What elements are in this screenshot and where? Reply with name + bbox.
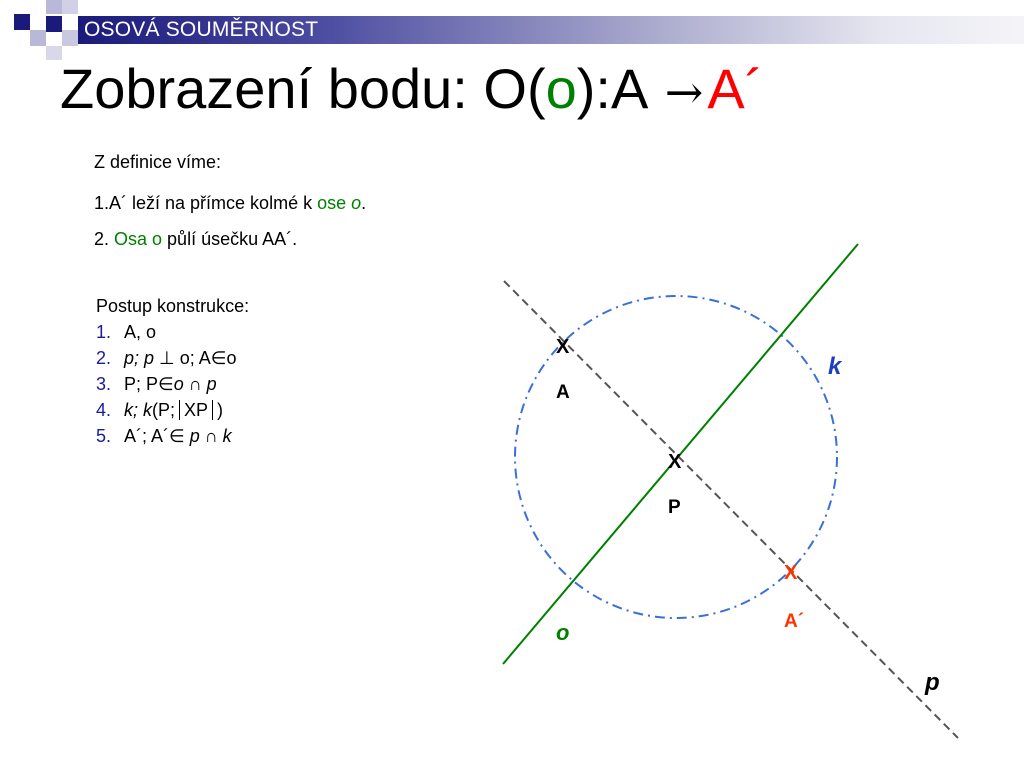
arrow-icon: → xyxy=(664,65,704,119)
perpendicular-symbol: ⊥ xyxy=(159,348,175,368)
definition-line-1-text: 1.A´ leží na přímce kolmé k xyxy=(94,193,318,213)
step-number: 1. xyxy=(96,322,112,342)
step-text: A´; A´∈ xyxy=(124,426,190,446)
definition-line-1-green: ose xyxy=(317,193,352,213)
definition-line-2-num: 2. xyxy=(94,229,115,249)
step-text: A, o xyxy=(124,322,157,342)
intersection-symbol: ∩ xyxy=(183,374,207,394)
point-p-label: P xyxy=(668,497,681,518)
point-a-prime-label: A´ xyxy=(784,611,805,632)
step-number: 2. xyxy=(96,348,112,368)
definition-line-2-green: Osa o xyxy=(114,229,163,249)
step-text: o xyxy=(173,374,184,394)
step-text: ) xyxy=(217,400,224,420)
definition-line-1-axis: o xyxy=(351,193,362,213)
step-text: (P; xyxy=(152,400,176,420)
point-a-prime-mark: X xyxy=(784,562,798,584)
intersection-symbol: ∩ xyxy=(199,426,223,446)
definition-intro: Z definice víme: xyxy=(94,152,222,172)
construction-heading: Postup konstrukce: xyxy=(96,296,250,316)
step-text: XP xyxy=(184,400,209,420)
step-text: p xyxy=(189,426,200,446)
step-text: k; k xyxy=(124,400,153,420)
step-text: p xyxy=(206,374,217,394)
point-p-mark: X xyxy=(668,451,682,473)
axis-o-label: o xyxy=(556,620,570,645)
definition-line-1-end: . xyxy=(361,193,367,213)
step-number: 4. xyxy=(96,400,112,420)
title-prefix: Zobrazení bodu: O( xyxy=(60,57,546,120)
definition-line-2-end: půlí úsečku AA´. xyxy=(162,229,298,249)
step-number: 5. xyxy=(96,426,112,446)
section-header: OSOVÁ SOUMĚRNOST xyxy=(84,18,319,41)
line-p xyxy=(504,281,958,738)
point-a-label: A xyxy=(556,382,570,403)
step-text: p; p xyxy=(124,348,155,368)
step-text: o; A∈o xyxy=(174,348,237,368)
title-after-o: ):A xyxy=(576,57,661,120)
step-text: k xyxy=(222,426,232,446)
title-result: A´ xyxy=(707,57,764,120)
step-text: P; P∈ xyxy=(124,374,174,394)
circle-k-label: k xyxy=(828,353,842,380)
step-number: 3. xyxy=(96,374,112,394)
title-axis-o: o xyxy=(545,57,577,120)
line-p-label: p xyxy=(925,669,940,696)
point-a-mark: X xyxy=(556,336,570,358)
